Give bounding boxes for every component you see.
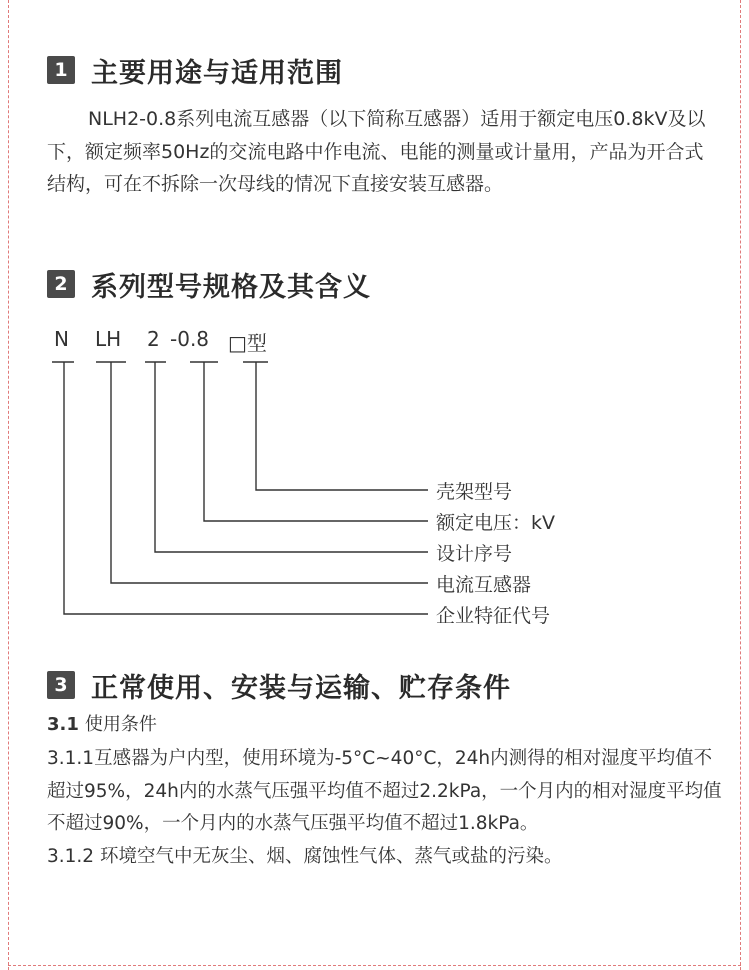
model-part-2: 2 [147,327,160,351]
section-1-title: 主要用途与适用范围 [91,57,343,89]
legend-rated-voltage: 额定电压：kV [436,512,556,534]
leader-enterprise [64,362,428,614]
leader-frame [256,362,428,490]
section-1-number-badge: 1 [47,56,75,84]
subsection-3-1-title: 使用条件 [84,714,157,735]
model-part-frame: □型 [228,331,267,355]
condition-3-1-1: 3.1.1互感器为户内型，使用环境为-5°C~40°C，24h内测得的相对湿度平均值不超过95%，24h内的水蒸气压强平均值不超过2.2kPa，一个月内的相对湿度平均值不超过90%，一个月内的水蒸气压强平均值不超过1.8kPa。 [47,748,722,834]
legend-frame-model: 壳架型号 [436,481,513,503]
leader-design [155,362,428,552]
legend-current-transformer: 电流互感器 [436,574,532,596]
subsection-3-1-heading [47,710,157,736]
legend-enterprise-code: 企业特征代号 [436,605,551,627]
subsection-3-1-number: 3.1 [47,714,79,735]
legend-design-number: 设计序号 [436,543,513,565]
model-part-voltage: -0.8 [170,327,210,351]
section-2-title: 系列型号规格及其含义 [91,271,371,303]
leader-voltage [204,362,428,521]
section-3-number-badge: 3 [47,671,75,699]
section-3-body [47,743,723,873]
leader-ct [111,362,428,583]
section-3-header [47,668,511,702]
section-1-paragraph: NLH2-0.8系列电流互感器（以下简称互感器）适用于额定电压0.8kV及以下，额定频率50Hz的交流电路中作电流、电能的测量或计量用，产品为开合式结构，可在不拆除一次母线的情况下直接安装互感器。 [47,108,706,195]
condition-3-1-2: 3.1.2 环境空气中无灰尘、烟、腐蚀性气体、蒸气或盐的污染。 [47,845,563,867]
section-2-number-badge: 2 [47,270,75,298]
section-3-title: 正常使用、安装与运输、贮存条件 [91,672,511,704]
model-part-n: N [54,327,69,351]
model-part-lh: LH [95,327,122,351]
